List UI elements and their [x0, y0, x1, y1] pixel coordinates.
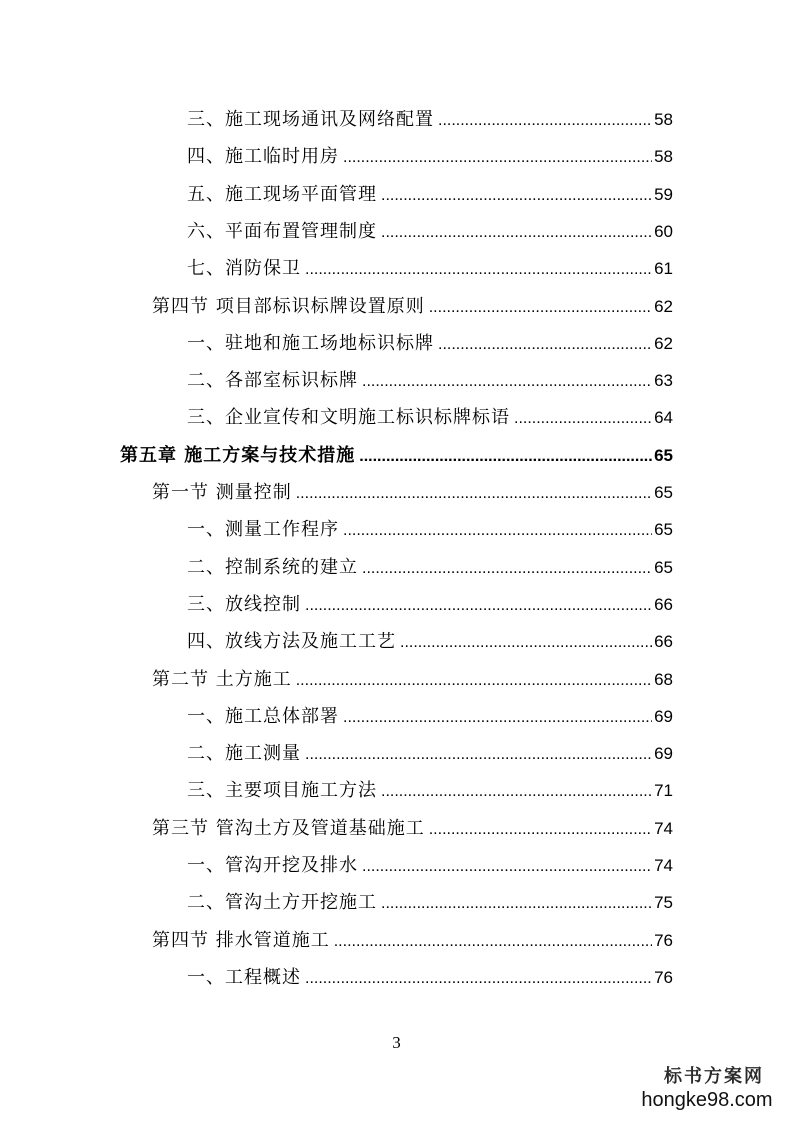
toc-entry-page: 65: [654, 557, 673, 577]
toc-leader-dots: [381, 181, 652, 211]
toc-leader-dots: [296, 479, 652, 509]
toc-entry-label: 二、各部室标识标牌: [187, 370, 358, 392]
toc-entry-label: 三、主要项目施工方法: [187, 780, 377, 802]
toc-leader-dots: [429, 293, 652, 323]
toc-leader-dots: [343, 703, 652, 733]
toc-entry-label: 七、消防保卫: [187, 258, 301, 280]
toc-entry[interactable]: [187, 702, 673, 732]
toc-entry[interactable]: [187, 217, 673, 247]
toc-entry-page: 71: [654, 781, 673, 801]
toc-entry-page: 59: [654, 184, 673, 204]
toc-entry-label: 一、工程概述: [187, 966, 301, 988]
toc-entry[interactable]: [187, 180, 673, 210]
toc-entry-page: 65: [654, 445, 673, 465]
toc-entry[interactable]: [187, 627, 673, 657]
toc-entry[interactable]: [187, 366, 673, 396]
toc-entry[interactable]: [187, 739, 673, 769]
watermark-url: hongke98.com: [641, 1089, 773, 1111]
toc-entry-label: 三、放线控制: [187, 593, 301, 615]
toc-entry-label: 三、施工现场通讯及网络配置: [187, 109, 434, 130]
toc-entry-label: 二、控制系统的建立: [187, 556, 358, 578]
toc-leader-dots: [381, 777, 652, 807]
toc-entry[interactable]: [152, 478, 673, 508]
toc-entry[interactable]: [187, 105, 673, 135]
toc-entry[interactable]: [152, 292, 673, 322]
toc-entry-label: 第四节 排水管道施工: [152, 929, 330, 951]
toc-entry-page: 64: [654, 408, 673, 428]
toc-leader-dots: [305, 964, 652, 994]
toc-entry-label: 一、驻地和施工场地标识标牌: [187, 332, 434, 354]
toc-entry[interactable]: [187, 515, 673, 545]
toc-entry[interactable]: [187, 403, 673, 433]
watermark-logo: [641, 1066, 779, 1112]
toc-leader-dots: [305, 255, 652, 285]
toc-leader-dots: [429, 815, 652, 845]
toc-leader-dots: [343, 516, 652, 546]
toc-entry-label: 一、施工总体部署: [187, 705, 339, 727]
toc-entry-page: 62: [654, 333, 673, 353]
watermark-cn: 标书方案网: [664, 1066, 764, 1087]
toc-entry[interactable]: [187, 963, 673, 993]
toc-entry-page: 65: [654, 483, 673, 502]
toc-entry-label: 第三节 管沟土方及管道基础施工: [152, 817, 425, 839]
toc-entry-page: 61: [654, 259, 673, 279]
toc-entry-page: 58: [654, 147, 673, 167]
toc-entry[interactable]: [187, 776, 673, 806]
toc-entry[interactable]: [187, 888, 673, 918]
toc-entry-label: 三、企业宣传和文明施工标识标牌标语: [187, 407, 510, 429]
toc-entry[interactable]: [187, 851, 673, 881]
toc-leader-dots: [438, 106, 652, 136]
toc-entry-label: 四、放线方法及施工工艺: [187, 631, 396, 653]
toc-entry-label: 二、施工测量: [187, 743, 301, 765]
toc-leader-dots: [362, 554, 652, 584]
toc-entry-page: 66: [654, 632, 673, 652]
toc-entry-label: 一、管沟开挖及排水: [187, 855, 358, 876]
toc-entry-label: 一、测量工作程序: [187, 519, 339, 541]
toc-entry-page: 74: [654, 856, 673, 875]
toc-entry-label: 四、施工临时用房: [187, 146, 339, 168]
toc-entry-page: 69: [654, 744, 673, 764]
toc-entry-label: 二、管沟土方开挖施工: [187, 892, 377, 914]
toc-leader-dots: [296, 666, 652, 696]
toc-leader-dots: [305, 591, 652, 621]
toc-leader-dots: [438, 330, 652, 360]
toc-entry-page: 58: [654, 110, 673, 129]
toc-leader-dots: [514, 404, 652, 434]
toc-leader-dots: [381, 218, 652, 248]
toc-entry-label: 第二节 土方施工: [152, 668, 292, 690]
toc-entry-label: 第五章 施工方案与技术措施: [120, 444, 356, 466]
toc-entry-page: 76: [654, 967, 673, 987]
toc-leader-dots: [343, 143, 652, 173]
toc-entry-page: 68: [654, 669, 673, 689]
toc-entry[interactable]: [120, 441, 673, 471]
toc-entry-page: 76: [654, 930, 673, 950]
toc-entry[interactable]: [187, 329, 673, 359]
toc-entry[interactable]: [152, 665, 673, 695]
toc-entry-label: 第一节 测量控制: [152, 482, 292, 503]
toc-entry-page: 62: [654, 296, 673, 316]
toc-leader-dots: [305, 740, 652, 770]
toc-entry-label: 六、平面布置管理制度: [187, 220, 377, 242]
toc-entry[interactable]: [152, 814, 673, 844]
toc-leader-dots: [362, 367, 652, 397]
toc-entry[interactable]: [187, 254, 673, 284]
page-number: 3: [392, 1033, 401, 1052]
toc-entry-page: 66: [654, 594, 673, 614]
toc-leader-dots: [400, 628, 652, 658]
toc-entry[interactable]: [187, 142, 673, 172]
toc-leader-dots: [334, 927, 652, 957]
toc-entry-page: 74: [654, 818, 673, 838]
toc-entry-page: 63: [654, 371, 673, 391]
toc-entry-page: 60: [654, 221, 673, 241]
toc-entry-label: 第四节 项目部标识标牌设置原则: [152, 295, 425, 317]
toc-entry-label: 五、施工现场平面管理: [187, 183, 377, 205]
toc-entry-page: 65: [654, 520, 673, 540]
toc-entry[interactable]: [187, 590, 673, 620]
toc-entry-page: 75: [654, 893, 673, 913]
toc-leader-dots: [362, 852, 652, 882]
toc-leader-dots: [381, 889, 652, 919]
toc-entry-page: 69: [654, 706, 673, 726]
toc-entry[interactable]: [152, 926, 673, 956]
toc-leader-dots: [359, 442, 652, 472]
toc-entry[interactable]: [187, 553, 673, 583]
